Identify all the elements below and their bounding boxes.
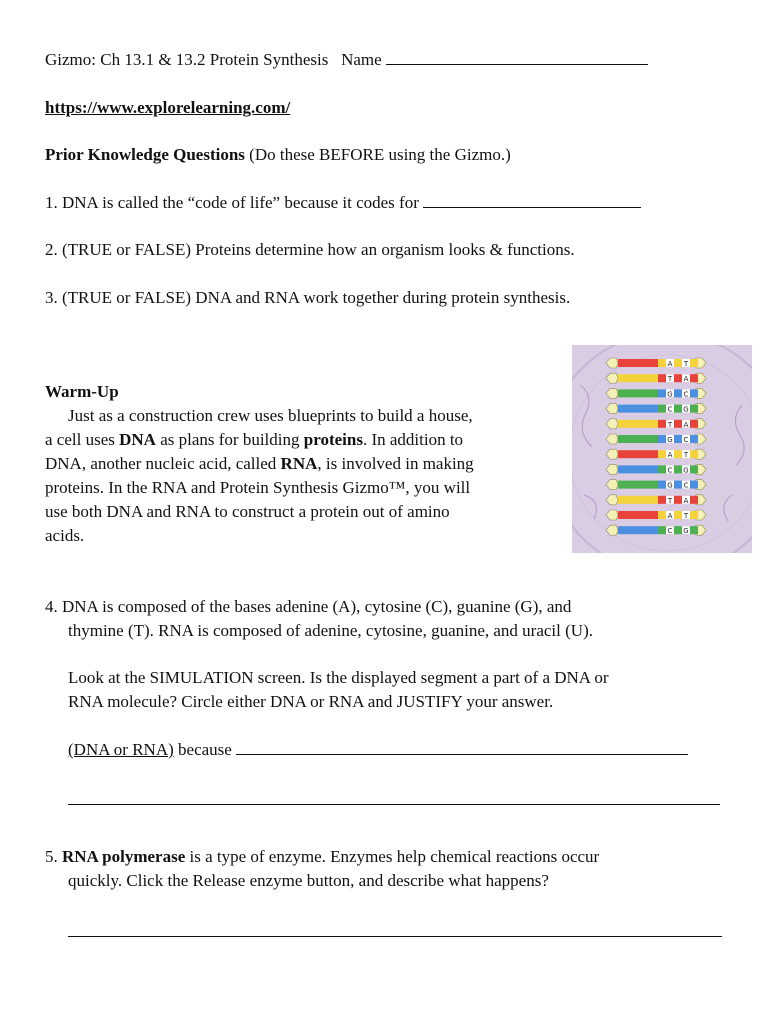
base-letter-right: T bbox=[683, 512, 689, 520]
base-left bbox=[618, 526, 658, 534]
rna-polymerase-term: RNA polymerase bbox=[62, 847, 186, 866]
question-5-line-2: quickly. Click the Release enzyme button, and describe what happens? bbox=[68, 871, 549, 890]
base-left bbox=[618, 496, 658, 504]
warmup-line-1: Just as a construction crew uses blueprints to build a house, bbox=[68, 406, 473, 425]
base-left bbox=[618, 511, 658, 519]
question-1-text: 1. DNA is called the “code of life” because it codes for bbox=[45, 193, 419, 212]
dna-or-rna-choice[interactable]: (DNA or RNA) bbox=[68, 740, 174, 759]
name-blank[interactable] bbox=[386, 48, 648, 65]
question-4-line-3: Look at the SIMULATION screen. Is the displayed segment a part of a DNA or bbox=[68, 668, 609, 687]
base-left bbox=[618, 481, 658, 489]
base-right bbox=[658, 389, 698, 397]
question-5-blank-row bbox=[68, 920, 722, 943]
warmup-line-5: use both DNA and RNA to construct a protein out of amino bbox=[45, 502, 450, 521]
question-2: 2. (TRUE or FALSE) Proteins determine how an organism looks & functions. bbox=[45, 240, 575, 259]
base-left bbox=[618, 374, 658, 382]
base-letter-left: G bbox=[667, 436, 673, 444]
name-label: Name bbox=[341, 50, 382, 69]
base-left bbox=[618, 465, 658, 473]
base-right bbox=[658, 450, 698, 458]
warmup-line-6: acids. bbox=[45, 526, 85, 545]
question-4-line-4: RNA molecule? Circle either DNA or RNA and JUSTIFY your answer. bbox=[68, 692, 554, 711]
base-right bbox=[658, 420, 698, 428]
prior-knowledge-line bbox=[45, 144, 511, 166]
warmup-heading: Warm-Up bbox=[45, 382, 119, 401]
base-letter-left: G bbox=[667, 481, 673, 490]
base-right bbox=[658, 465, 698, 473]
base-letter-right: G bbox=[683, 405, 689, 414]
base-left bbox=[618, 450, 658, 458]
explorelearning-link[interactable]: https://www.explorelearning.com/ bbox=[45, 98, 291, 117]
base-letter-left: C bbox=[667, 405, 673, 414]
base-letter-right: G bbox=[683, 527, 689, 536]
warmup-line-4: proteins. In the RNA and Protein Synthesis Gizmo™, you will bbox=[45, 478, 471, 497]
base-letter-left: A bbox=[667, 512, 673, 520]
base-letter-left: C bbox=[667, 527, 673, 536]
question-4-line-2: thymine (T). RNA is composed of adenine, cytosine, guanine, and uracil (U). bbox=[68, 621, 593, 640]
question-4-answer-line: (DNA or RNA) because bbox=[68, 738, 688, 761]
question-3: 3. (TRUE or FALSE) DNA and RNA work together during protein synthesis. bbox=[45, 288, 571, 307]
warmup-line-3: DNA, another nucleic acid, called RNA, is involved in making bbox=[45, 454, 474, 473]
base-right bbox=[658, 435, 698, 443]
prior-knowledge-note: (Do these BEFORE using the Gizmo.) bbox=[249, 145, 511, 164]
base-letter-right: C bbox=[683, 436, 689, 444]
base-left bbox=[618, 420, 658, 428]
base-letter-left: A bbox=[667, 451, 673, 460]
base-left bbox=[618, 405, 658, 413]
base-left bbox=[618, 435, 658, 443]
base-letter-right: C bbox=[683, 481, 689, 490]
question-1 bbox=[45, 191, 641, 214]
base-letter-left: G bbox=[667, 390, 673, 399]
question-5-answer-blank[interactable] bbox=[68, 920, 722, 937]
base-letter-right: A bbox=[683, 496, 689, 505]
question-4-because-blank[interactable] bbox=[236, 738, 688, 755]
dna-double-helix-image bbox=[572, 345, 752, 553]
base-right bbox=[658, 511, 698, 519]
question-4-extra-blank[interactable] bbox=[68, 788, 720, 805]
base-right bbox=[658, 496, 698, 504]
question-4-line-1: 4. DNA is composed of the bases adenine (A), cytosine (C), guanine (G), and bbox=[45, 597, 572, 616]
base-letter-right: T bbox=[683, 360, 689, 368]
question-5-line-1: 5. RNA polymerase is a type of enzyme. Enzymes help chemical reactions occur bbox=[45, 847, 600, 866]
header-line bbox=[45, 48, 648, 71]
question-1-blank[interactable] bbox=[423, 191, 641, 208]
base-right bbox=[658, 374, 698, 382]
base-letter-left: C bbox=[667, 466, 673, 475]
base-right bbox=[658, 481, 698, 489]
base-letter-left: T bbox=[667, 420, 673, 429]
base-right bbox=[658, 526, 698, 534]
worksheet-title: Gizmo: Ch 13.1 & 13.2 Protein Synthesis bbox=[45, 50, 329, 69]
base-right bbox=[658, 405, 698, 413]
base-right bbox=[658, 359, 698, 367]
base-letter-right: A bbox=[683, 375, 689, 384]
question-4-extra-blank-row bbox=[68, 788, 720, 811]
warmup-line-2: a cell uses DNA as plans for building proteins. In addition to bbox=[45, 430, 464, 449]
base-letter-left: T bbox=[667, 496, 673, 505]
base-letter-right: C bbox=[683, 390, 689, 399]
base-left bbox=[618, 359, 658, 367]
prior-knowledge-heading: Prior Knowledge Questions bbox=[45, 145, 245, 164]
base-letter-right: A bbox=[683, 420, 689, 429]
base-letter-right: G bbox=[683, 466, 689, 475]
base-letter-left: T bbox=[667, 375, 673, 384]
base-letter-right: T bbox=[683, 451, 689, 460]
base-letter-left: A bbox=[667, 360, 673, 368]
base-left bbox=[618, 389, 658, 397]
